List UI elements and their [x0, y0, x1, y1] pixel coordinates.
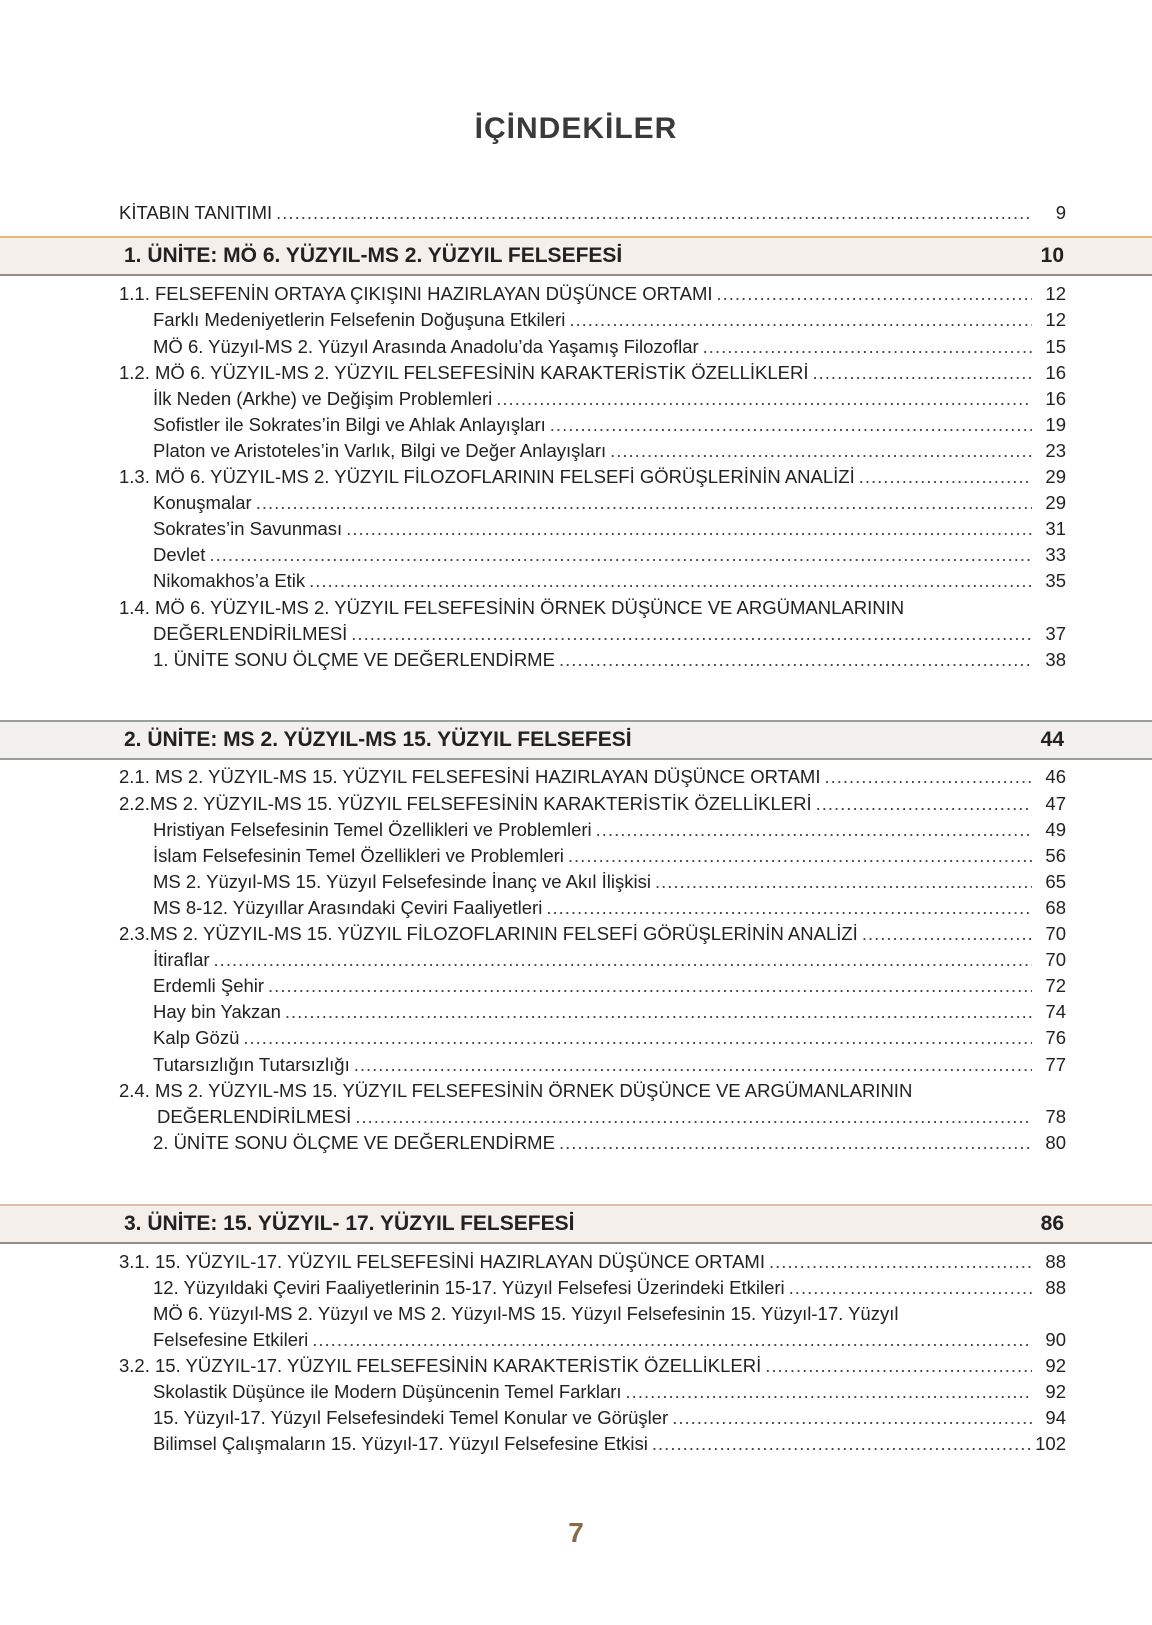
toc-entry-page: 74 [1045, 1001, 1066, 1022]
dot-leader [717, 282, 1033, 306]
toc-entry[interactable] [153, 1053, 1066, 1077]
toc-entry-page: 16 [1045, 362, 1066, 383]
dot-leader [243, 1026, 1032, 1050]
toc-entry-label: İslam Felsefesinin Temel Özellikleri ve Problemleri [153, 845, 564, 866]
toc-entry[interactable] [153, 844, 1066, 868]
toc-entry-page: 31 [1045, 518, 1066, 539]
dot-leader [813, 361, 1032, 385]
dot-leader [209, 543, 1032, 567]
toc-entry-label: Bilimsel Çalışmaların 15. Yüzyıl-17. Yüzyıl Felsefesine Etkisi [153, 1433, 648, 1454]
toc-entry-page: 70 [1045, 949, 1066, 970]
dot-leader [285, 1000, 1032, 1024]
toc-entry[interactable] [153, 413, 1066, 437]
dot-leader [703, 335, 1032, 359]
toc-entry-label: Nikomakhos’a Etik [153, 570, 306, 591]
dot-leader [568, 844, 1032, 868]
unit-page: 10 [1040, 244, 1064, 267]
dot-leader [351, 622, 1032, 646]
toc-entry-label: DEĞERLENDİRİLMESİ [157, 1106, 352, 1127]
toc-entry-label: Felsefesine Etkileri [153, 1329, 309, 1350]
toc-entry-label: MS 8-12. Yüzyıllar Arasındaki Çeviri Faaliyetleri [153, 897, 543, 918]
toc-entry[interactable] [119, 1250, 1066, 1274]
toc-entry[interactable] [119, 765, 1066, 789]
toc-entry-label: Devlet [153, 544, 206, 565]
toc-entry-page: 49 [1045, 819, 1066, 840]
toc-entry-page: 12 [1045, 309, 1066, 330]
toc-entry[interactable] [153, 1276, 1066, 1300]
toc-entry-page: 9 [1055, 202, 1066, 223]
dot-leader [824, 765, 1032, 789]
page-title: İÇİNDEKİLER [474, 112, 678, 145]
unit-header-1[interactable] [0, 236, 1152, 276]
toc-entry-label: İlk Neden (Arkhe) ve Değişim Problemleri [153, 388, 493, 409]
toc-entry-label: KİTABIN TANITIMI [119, 202, 273, 223]
toc-entry-label: Konuşmalar [153, 492, 252, 513]
toc-entry-label: 2.3.MS 2. YÜZYIL-MS 15. YÜZYIL FİLOZOFLARININ FELSEFİ GÖRÜŞLERİNİN ANALİZİ [119, 923, 858, 944]
toc-entry[interactable] [119, 361, 1066, 385]
toc-entry-page: 80 [1045, 1132, 1066, 1153]
toc-entry[interactable] [153, 896, 1066, 920]
dot-leader [550, 413, 1032, 437]
toc-entry-label: 2.2.MS 2. YÜZYIL-MS 15. YÜZYIL FELSEFESİNİN KARAKTERİSTİK ÖZELLİKLERİ [119, 793, 812, 814]
toc-entry-label: 1.2. MÖ 6. YÜZYIL-MS 2. YÜZYIL FELSEFESİNİN KARAKTERİSTİK ÖZELLİKLERİ [119, 362, 809, 383]
toc-entry-label: 1. ÜNİTE SONU ÖLÇME VE DEĞERLENDİRME [153, 649, 555, 670]
toc-entry-page: 15 [1045, 336, 1066, 357]
toc-entry[interactable] [119, 465, 1066, 489]
unit-title: 3. ÜNİTE: 15. YÜZYIL- 17. YÜZYIL FELSEFESİ [124, 1212, 575, 1235]
dot-leader [569, 308, 1032, 332]
toc-entry[interactable] [153, 439, 1066, 463]
toc-entry[interactable] [153, 491, 1066, 515]
unit-page: 86 [1040, 1212, 1064, 1235]
toc-entry-page: 92 [1045, 1355, 1066, 1376]
unit-title: 2. ÜNİTE: MS 2. YÜZYIL-MS 15. YÜZYIL FELSEFESİ [124, 728, 632, 751]
toc-entry[interactable] [153, 517, 1066, 541]
dot-leader [355, 1105, 1032, 1129]
dot-leader [214, 948, 1032, 972]
toc-entry[interactable] [153, 387, 1066, 411]
dot-leader [789, 1276, 1032, 1300]
toc-entry-page: 23 [1045, 440, 1066, 461]
dot-leader [276, 201, 1032, 225]
toc-entry-page: 19 [1045, 414, 1066, 435]
toc-entry-page: 68 [1045, 897, 1066, 918]
toc-entry-label: 15. Yüzyıl-17. Yüzyıl Felsefesindeki Temel Konular ve Görüşler [153, 1407, 669, 1428]
toc-entry-page: 77 [1045, 1054, 1066, 1075]
toc-entry-label: İtiraflar [153, 949, 210, 970]
dot-leader [559, 1131, 1032, 1155]
toc-entry[interactable] [153, 569, 1066, 593]
dot-leader [655, 870, 1032, 894]
toc-entry-page: 37 [1045, 623, 1066, 644]
toc-entry-heading[interactable]: 2.4. MS 2. YÜZYIL-MS 15. YÜZYIL FELSEFESİNİN ÖRNEK DÜŞÜNCE VE ARGÜMANLARININ [119, 1080, 913, 1101]
toc-entry-page: 88 [1045, 1251, 1066, 1272]
dot-leader [626, 1380, 1032, 1404]
toc-entry-label: Sokrates’in Savunması [153, 518, 343, 539]
toc-entry-label: Erdemli Şehir [153, 975, 265, 996]
toc-entry-page: 72 [1045, 975, 1066, 996]
toc-entry-label: DEĞERLENDİRİLMESİ [153, 623, 348, 644]
toc-entry-heading[interactable]: MÖ 6. Yüzyıl-MS 2. Yüzyıl ve MS 2. Yüzyıl-MS 15. Yüzyıl Felsefesinin 15. Yüzyıl-17. Yüzyıl [153, 1303, 899, 1324]
unit-header-2[interactable] [0, 720, 1152, 760]
toc-entry[interactable] [119, 201, 1066, 225]
unit-title: 1. ÜNİTE: MÖ 6. YÜZYIL-MS 2. YÜZYIL FELSEFESİ [124, 244, 623, 267]
toc-entry-label: Hristiyan Felsefesinin Temel Özellikleri ve Problemleri [153, 819, 592, 840]
toc-entry[interactable] [119, 922, 1066, 946]
toc-entry[interactable] [153, 622, 1066, 646]
toc-entry[interactable] [153, 1026, 1066, 1050]
toc-entry-label: Tutarsızlığın Tutarsızlığı [153, 1054, 350, 1075]
toc-entry-page: 88 [1045, 1277, 1066, 1298]
toc-entry[interactable] [153, 543, 1066, 567]
dot-leader [256, 491, 1032, 515]
toc-entry-heading[interactable]: 1.4. MÖ 6. YÜZYIL-MS 2. YÜZYIL FELSEFESİNİN ÖRNEK DÜŞÜNCE VE ARGÜMANLARININ [119, 597, 905, 618]
page-number: 7 [568, 1517, 584, 1548]
toc-entry-page: 78 [1045, 1106, 1066, 1127]
dot-leader [596, 818, 1032, 842]
toc-entry-label: 12. Yüzyıldaki Çeviri Faaliyetlerinin 15-17. Yüzyıl Felsefesi Üzerindeki Etkileri [153, 1277, 785, 1298]
toc-entry-page: 70 [1045, 923, 1066, 944]
toc-entry-label: 2.1. MS 2. YÜZYIL-MS 15. YÜZYIL FELSEFESİNİ HAZIRLAYAN DÜŞÜNCE ORTAMI [119, 766, 821, 787]
toc-entry-label: Sofistler ile Sokrates’in Bilgi ve Ahlak Anlayışları [153, 414, 546, 435]
dot-leader [354, 1053, 1032, 1077]
dot-leader [346, 517, 1032, 541]
toc-entry-page: 29 [1045, 466, 1066, 487]
toc-entry-page: 16 [1045, 388, 1066, 409]
toc-entry-page: 94 [1045, 1407, 1066, 1428]
toc-entry-page: 33 [1045, 544, 1066, 565]
toc-entry-page: 92 [1045, 1381, 1066, 1402]
toc-entry[interactable] [153, 818, 1066, 842]
dot-leader [862, 922, 1032, 946]
dot-leader [610, 439, 1032, 463]
toc-entry[interactable] [153, 870, 1066, 894]
toc-entry-label: Platon ve Aristoteles’in Varlık, Bilgi ve Değer Anlayışları [153, 440, 607, 461]
toc-entry-page: 102 [1035, 1433, 1066, 1454]
toc-entry-page: 76 [1045, 1027, 1066, 1048]
toc-entry-page: 38 [1045, 649, 1066, 670]
toc-entry-page: 46 [1045, 766, 1066, 787]
toc-entry[interactable] [153, 1432, 1066, 1456]
toc-entry[interactable] [153, 974, 1066, 998]
toc-entry-label: MS 2. Yüzyıl-MS 15. Yüzyıl Felsefesinde İnanç ve Akıl İlişkisi [153, 871, 651, 892]
unit-page: 44 [1040, 728, 1064, 751]
toc-entry-page: 56 [1045, 845, 1066, 866]
dot-leader [769, 1250, 1032, 1274]
toc-entry-page: 90 [1045, 1329, 1066, 1350]
dot-leader [496, 387, 1032, 411]
dot-leader [652, 1432, 1031, 1456]
toc-entry-page: 47 [1045, 793, 1066, 814]
toc-entry[interactable] [119, 282, 1066, 306]
toc-entry[interactable] [119, 1354, 1066, 1378]
toc-entry-label: Skolastik Düşünce ile Modern Düşüncenin Temel Farkları [153, 1381, 622, 1402]
toc-entry-label: Hay bin Yakzan [153, 1001, 281, 1022]
toc-entry[interactable] [153, 1380, 1066, 1404]
toc-entry-page: 35 [1045, 570, 1066, 591]
toc-entry-page: 65 [1045, 871, 1066, 892]
toc-entry[interactable] [153, 1000, 1066, 1024]
toc-entry-label: 3.2. 15. YÜZYIL-17. YÜZYIL FELSEFESİNİN KARAKTERİSTİK ÖZELLİKLERİ [119, 1355, 762, 1376]
toc-entry[interactable] [153, 1131, 1066, 1155]
toc-entry[interactable] [119, 792, 1066, 816]
toc-entry-label: Kalp Gözü [153, 1027, 240, 1048]
unit-header-3[interactable] [0, 1204, 1152, 1244]
dot-leader [268, 974, 1032, 998]
toc-entry[interactable] [157, 1105, 1066, 1129]
dot-leader [312, 1328, 1032, 1352]
dot-leader [859, 465, 1032, 489]
dot-leader [309, 569, 1032, 593]
toc-entry-label: MÖ 6. Yüzyıl-MS 2. Yüzyıl Arasında Anadolu’da Yaşamış Filozoflar [153, 336, 699, 357]
toc-entry[interactable] [153, 335, 1066, 359]
dot-leader [546, 896, 1032, 920]
toc-entry[interactable] [153, 1328, 1066, 1352]
dot-leader [559, 648, 1032, 672]
toc-entry-label: 3.1. 15. YÜZYIL-17. YÜZYIL FELSEFESİNİ HAZIRLAYAN DÜŞÜNCE ORTAMI [119, 1251, 765, 1272]
toc-entry-label: Farklı Medeniyetlerin Felsefenin Doğuşuna Etkileri [153, 309, 566, 330]
toc-entry-page: 12 [1045, 283, 1066, 304]
dot-leader [765, 1354, 1032, 1378]
toc-entry[interactable] [153, 648, 1066, 672]
toc-entry[interactable] [153, 308, 1066, 332]
dot-leader [816, 792, 1032, 816]
toc-entry[interactable] [153, 1406, 1066, 1430]
toc-entry-label: 2. ÜNİTE SONU ÖLÇME VE DEĞERLENDİRME [153, 1132, 555, 1153]
toc-entry[interactable] [153, 948, 1066, 972]
toc-entry-label: 1.1. FELSEFENİN ORTAYA ÇIKIŞINI HAZIRLAYAN DÜŞÜNCE ORTAMI [119, 283, 713, 304]
toc-entry-label: 1.3. MÖ 6. YÜZYIL-MS 2. YÜZYIL FİLOZOFLARININ FELSEFİ GÖRÜŞLERİNİN ANALİZİ [119, 466, 855, 487]
toc-entry-page: 29 [1045, 492, 1066, 513]
dot-leader [672, 1406, 1032, 1430]
